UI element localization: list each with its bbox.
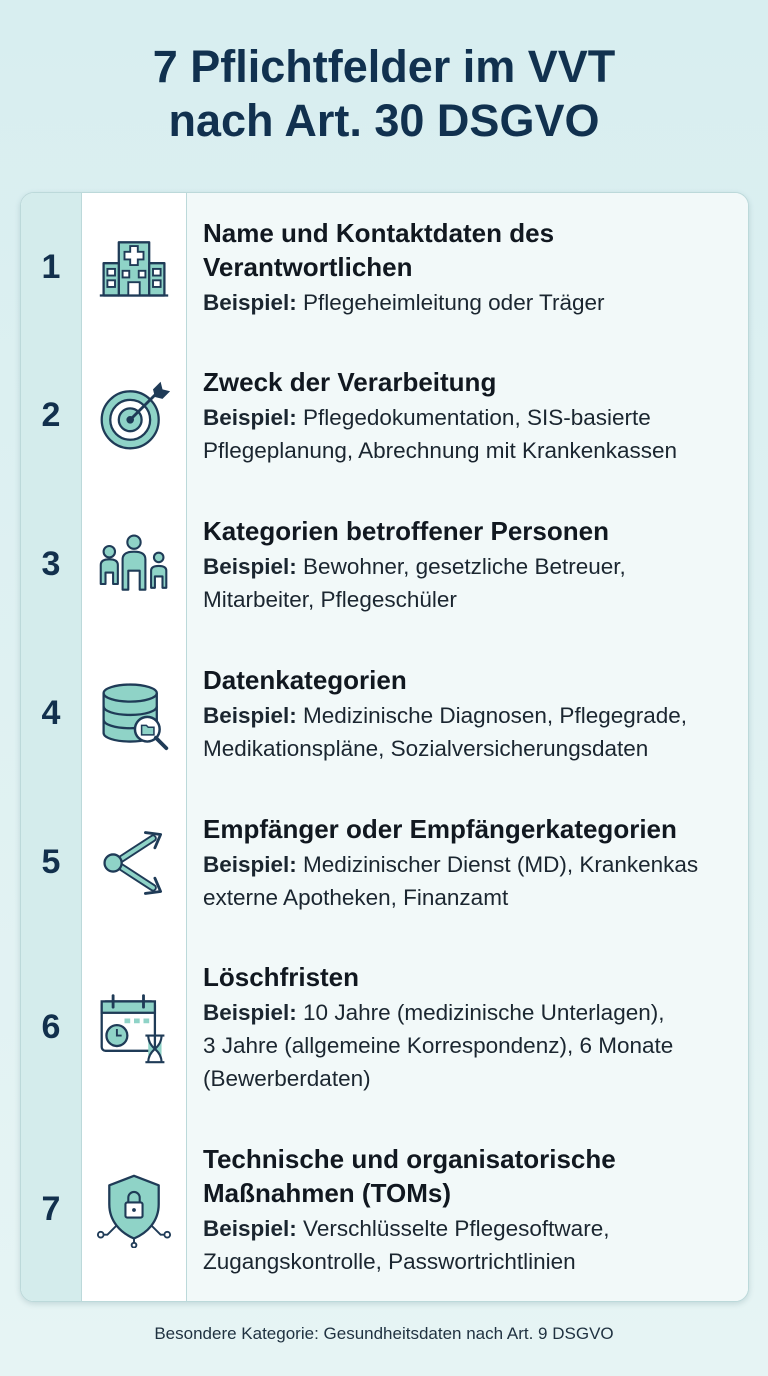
example-label: Beispiel: xyxy=(203,1000,297,1025)
table-row xyxy=(21,490,748,640)
example-label: Beispiel: xyxy=(203,702,297,728)
table-row xyxy=(21,341,748,491)
row-heading: Name und Kontaktdaten des Verantwortlichen xyxy=(203,217,555,282)
row-heading: Empfänger oder Empfängerkategorien xyxy=(203,813,677,844)
database-search-icon xyxy=(96,676,172,752)
row-example: Beispiel: Pflegedokumentation, SIS-basierte Pflegeplanung, Abrechnung mit Krankenkassen xyxy=(203,404,678,463)
table-row xyxy=(21,1118,748,1301)
row-example: Beispiel: Bewohner, gesetzliche Betreuer, Mitarbeiter, Pflegeschüler xyxy=(203,553,626,612)
footer-note: Besondere Kategorie: Gesundheitsdaten nach Art. 9 DSGVO xyxy=(154,1324,614,1343)
row-heading: Kategorien betroffener Personen xyxy=(203,515,609,546)
example-label: Beispiel: xyxy=(203,553,297,579)
row-example: Beispiel: Verschlüsselte Pflegesoftware, Zugangskontrolle, Passwortrichtlinien xyxy=(203,1215,610,1274)
row-example: Beispiel: Pflegeheimleitung oder Träger xyxy=(203,289,605,315)
page-title xyxy=(0,40,768,148)
example-label: Beispiel: xyxy=(203,851,297,877)
row-heading: Zweck der Verarbeitung xyxy=(203,366,497,397)
row-example: Beispiel: Medizinischer Dienst (MD), Krankenkas externe Apotheken, Finanzamt xyxy=(203,851,699,910)
row-heading: Technische und organisatorische Maßnahmen (TOMs) xyxy=(203,1143,616,1208)
example-label: Beispiel: xyxy=(203,289,297,315)
title-line-1: 7 Pflichtfelder im VVT xyxy=(152,41,616,92)
row-number: 5 xyxy=(21,788,81,937)
hospital-building-icon xyxy=(96,229,172,305)
row-number: 4 xyxy=(21,639,81,788)
row-number: 7 xyxy=(21,1118,81,1301)
table-row xyxy=(21,639,748,789)
table-row xyxy=(21,193,748,342)
row-heading: Datenkategorien xyxy=(203,664,407,695)
shield-lock-icon xyxy=(96,1172,172,1248)
target-arrow-icon xyxy=(96,378,172,454)
share-arrows-icon xyxy=(96,825,172,901)
row-example: Beispiel: 10 Jahre (medizinische Unterlagen), 3 Jahre (allgemeine Korrespondenz), 6 Monate (Bewerberdaten) xyxy=(203,1000,674,1091)
row-number: 6 xyxy=(21,937,81,1118)
row-example: Beispiel: Medizinische Diagnosen, Pflegegrade, Medikationspläne, Sozialversicherungsdaten xyxy=(203,702,688,761)
calendar-hourglass-icon xyxy=(96,990,172,1066)
people-group-icon xyxy=(96,527,172,603)
example-label: Beispiel: xyxy=(203,404,297,430)
table-row xyxy=(21,788,748,938)
table-row xyxy=(21,937,748,1119)
title-line-2: nach Art. 30 DSGVO xyxy=(168,95,600,146)
row-number: 1 xyxy=(21,193,81,341)
row-number: 3 xyxy=(21,490,81,639)
row-number: 2 xyxy=(21,341,81,490)
example-label: Beispiel: xyxy=(203,1215,297,1241)
requirements-table xyxy=(20,192,749,1302)
row-heading: Löschfristen xyxy=(203,962,360,992)
